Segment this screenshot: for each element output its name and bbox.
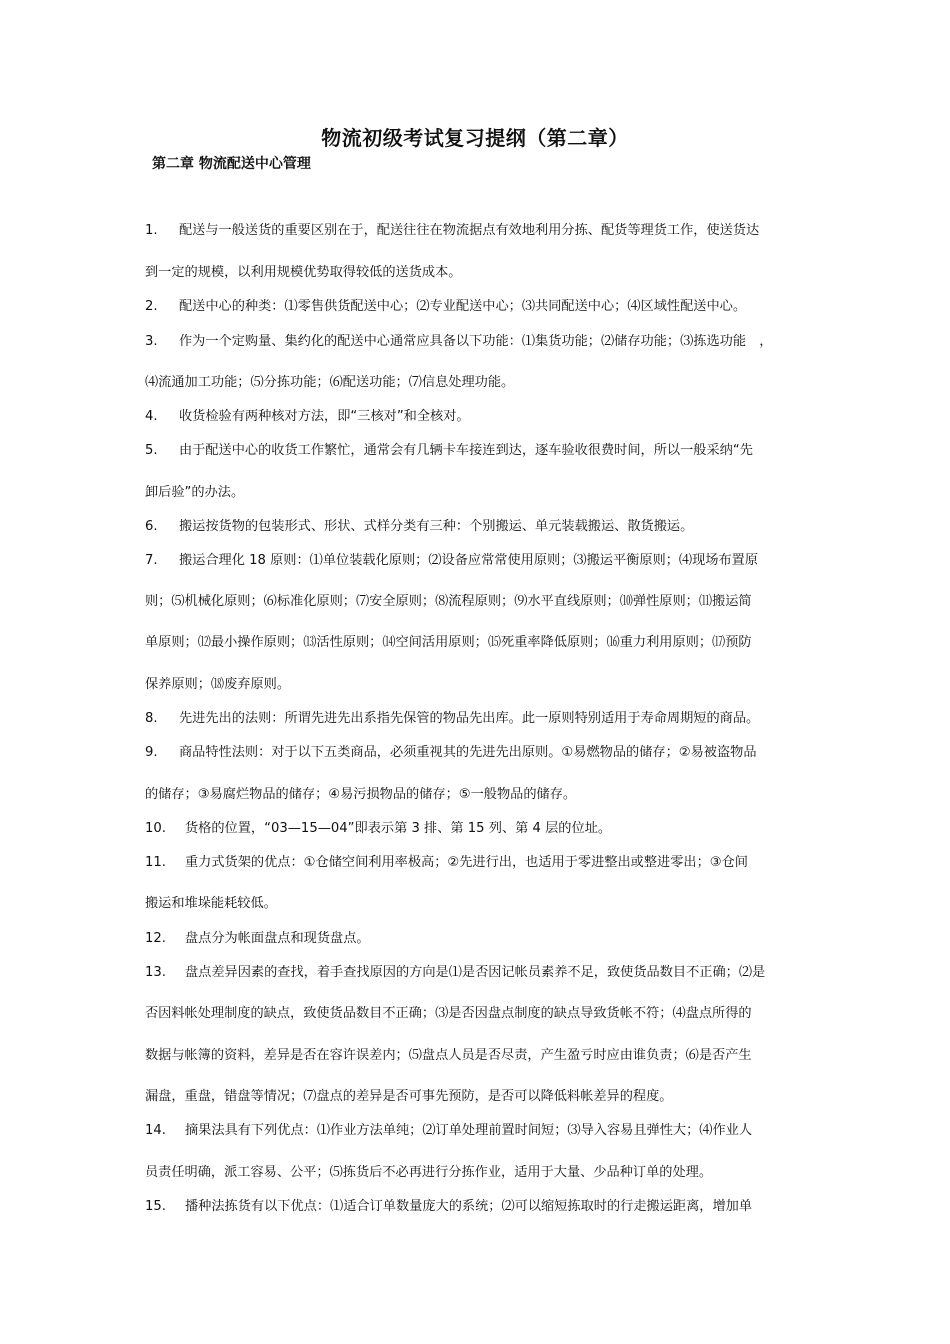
list-item <box>145 298 746 316</box>
list-item <box>145 222 759 240</box>
item-text: 先进先出的法则：所谓先进先出系指先保管的物品先出库。此一原则特别适用于寿命周期短的商品。 <box>179 711 760 726</box>
list-item <box>145 710 759 728</box>
list-item <box>145 552 758 570</box>
item-text: 搬运合理化 18 原则：⑴单位装载化原则；⑵设备应常常使用原则；⑶搬运平衡原则；⑷现场布置原 <box>179 553 759 568</box>
item-text: 搬运按货物的包装形式、形状、式样分类有三种：个别搬运、单元装载搬运、散货搬运。 <box>179 519 694 534</box>
item-text: 配送中心的种类：⑴零售供货配送中心；⑵专业配送中心；⑶共同配送中心；⑷区域性配送中心。 <box>179 299 747 314</box>
list-item <box>145 333 772 351</box>
list-item-continuation <box>145 895 277 913</box>
item-number: 1. <box>145 223 158 238</box>
list-item-continuation <box>145 1047 752 1065</box>
list-item <box>145 408 470 426</box>
item-number: 11. <box>145 855 166 870</box>
list-item <box>145 442 753 460</box>
item-text: 员责任明确，派工容易、公平；⑸拣货后不必再进行分拣作业，适用于大量、少品种订单的处理。 <box>145 1165 713 1180</box>
list-item <box>145 930 370 948</box>
list-item <box>145 854 748 872</box>
item-text: 单原则；⑿最小操作原则；⒀活性原则；⒁空间活用原则；⒂死重率降低原则；⒃重力利用原则；⒄预防 <box>145 635 752 650</box>
list-item-continuation <box>145 676 290 694</box>
list-item <box>145 744 757 762</box>
item-text: 播种法拣货有以下优点：⑴适合订单数量庞大的系统；⑵可以缩短拣取时的行走搬运距离，增加单 <box>185 1199 753 1214</box>
item-text: 漏盘，重盘，错盘等情况；⑺盘点的差异是否可事先预防，是否可以降低料帐差异的程度。 <box>145 1089 673 1104</box>
item-number: 12. <box>145 931 166 946</box>
list-item-continuation <box>145 593 752 611</box>
item-number: 10. <box>145 821 166 836</box>
item-text: ⑷流通加工功能；⑸分拣功能；⑹配送功能；⑺信息处理功能。 <box>145 375 515 390</box>
list-item-continuation <box>145 786 576 804</box>
item-text: 由于配送中心的收货工作繁忙，通常会有几辆卡车接连到达，逐车验收很费时间，所以一般采纳“先 <box>179 443 753 458</box>
item-number: 3. <box>145 334 158 349</box>
list-item-continuation <box>145 1164 712 1182</box>
item-text: 配送与一般送货的重要区别在于，配送往往在物流据点有效地利用分拣、配货等理货工作，使送货达 <box>179 223 760 238</box>
item-text: 否因料帐处理制度的缺点，致使货品数目不正确；⑶是否因盘点制度的缺点导致货帐不符；⑷盘点所得的 <box>145 1006 752 1021</box>
item-text: 盘点分为帐面盘点和现货盘点。 <box>185 931 370 946</box>
list-item <box>145 1122 752 1140</box>
item-number: 2. <box>145 299 158 314</box>
item-text: 数据与帐簿的资料，差异是否在容许误差内；⑸盘点人员是否尽责，产生盈亏时应由谁负责；⑹是否产生 <box>145 1048 752 1063</box>
item-number: 9. <box>145 745 158 760</box>
item-text: 商品特性法则：对于以下五类商品，必须重视其的先进先出原则。①易燃物品的储存；②易被盗物品 <box>179 745 757 760</box>
item-text: 则；⑸机械化原则；⑹标准化原则；⑺安全原则；⑻流程原则；⑼水平直线原则；⑽弹性原则；⑾搬运简 <box>145 594 752 609</box>
list-item <box>145 518 693 536</box>
list-item <box>145 1198 752 1216</box>
item-number: 5. <box>145 443 158 458</box>
item-text: 的储存；③易腐烂物品的储存；④易污损物品的储存；⑤一般物品的储存。 <box>145 787 577 802</box>
list-item <box>145 820 611 838</box>
list-item-continuation <box>145 264 462 282</box>
item-number: 4. <box>145 409 158 424</box>
list-item <box>145 964 765 982</box>
item-text: 到一定的规模，以利用规模优势取得较低的送货成本。 <box>145 265 462 280</box>
list-item-continuation <box>145 484 244 502</box>
item-number: 8. <box>145 711 158 726</box>
item-number: 13. <box>145 965 166 980</box>
item-text: 卸后验”的办法。 <box>145 485 245 500</box>
item-text: 货格的位置，“03—15—04”即表示第 3 排、第 15 列、第 4 层的位址。 <box>185 821 612 836</box>
list-item-continuation <box>145 1088 673 1106</box>
item-text: 保养原则；⒅废弃原则。 <box>145 677 291 692</box>
item-number: 15. <box>145 1199 166 1214</box>
item-text: 盘点差异因素的查找，着手查找原因的方向是⑴是否因记帐员素养不足，致使货品数目不正确；⑵是 <box>185 965 766 980</box>
item-number: 14. <box>145 1123 166 1138</box>
document-title: 物流初级考试复习提纲（第二章） <box>321 126 629 150</box>
item-text: 作为一个定购量、集约化的配送中心通常应具备以下功能：⑴集货功能；⑵储存功能；⑶拣选功能 ， <box>179 334 773 349</box>
item-number: 7. <box>145 553 158 568</box>
item-number: 6. <box>145 519 158 534</box>
list-item-continuation <box>145 374 514 392</box>
list-item-continuation <box>145 634 752 652</box>
item-text: 摘果法具有下列优点：⑴作业方法单纯；⑵订单处理前置时间短；⑶导入容易且弹性大；⑷作业人 <box>185 1123 753 1138</box>
item-text: 重力式货架的优点：①仓储空间利用率极高；②先进行出，也适用于零进整出或整进零出；③仓间 <box>185 855 748 870</box>
list-item-continuation <box>145 1005 752 1023</box>
item-text: 收货检验有两种核对方法，即“三核对”和全核对。 <box>179 409 470 424</box>
chapter-heading: 第二章 物流配送中心管理 <box>152 156 311 172</box>
item-text: 搬运和堆垛能耗较低。 <box>145 896 277 911</box>
